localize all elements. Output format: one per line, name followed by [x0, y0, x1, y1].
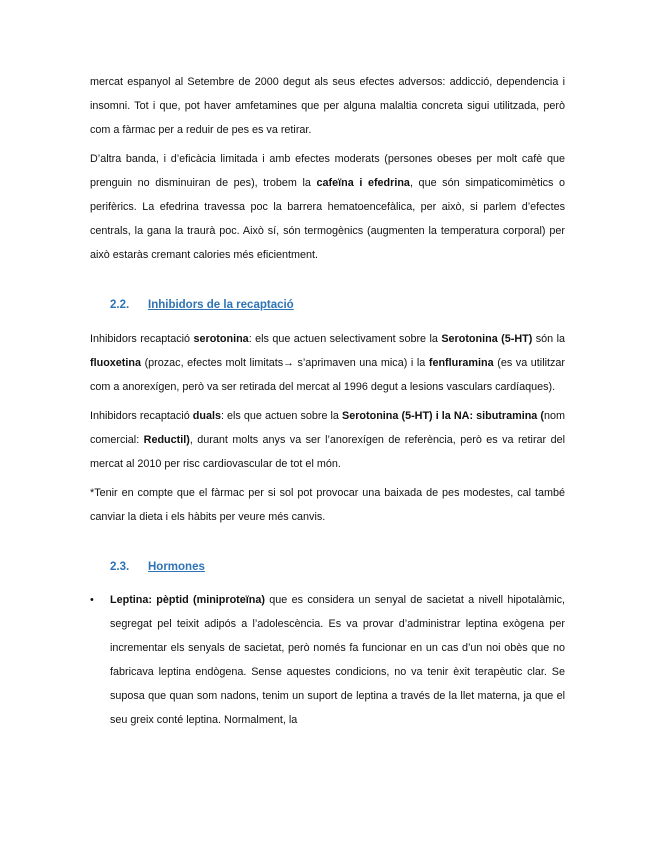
paragraph-caffeine-ephedrine: [90, 147, 565, 267]
bold-term: serotonina: [193, 332, 249, 345]
bold-term-caffeine-ephedrine: cafeïna i efedrina: [316, 177, 410, 189]
bold-term: Serotonina (5-HT): [441, 332, 533, 345]
text-run: Inhibidors recaptació: [90, 332, 194, 345]
text-run: , que són simpaticomimètics o perifèrics. La efedrina travessa poc la barrera hematoencefàlica, per això, si parlem d’efectes centrals, la gana la traurà poc. Això sí, són termogènics (augmenten la temperatura corporal) per això estaràs cremant calories més eficientment.: [90, 177, 565, 261]
text-run: (es va utilitzar com a anorexígen, però va ser retirada del mercat al 1996 degut a lesions vasculars cardíaques).: [90, 356, 565, 393]
bold-term: fenfluramina: [428, 356, 494, 369]
text-run: D’altra banda, i d’eficàcia limitada i amb efectes moderats (persones obeses per molt cafè que prenguin no disminuiran de pes), trobem la: [90, 153, 565, 189]
text-run: , durant molts anys va ser l’anorexígen de referència, però es va retirar del mercat al 2010 per risc cardiovascular de tot el món.: [90, 433, 565, 470]
bold-term: duals: [192, 409, 221, 422]
section-title: Inhibidors de la recaptació: [148, 299, 294, 311]
section-heading-hormones: [110, 555, 565, 579]
paragraph-note: *Tenir en compte que el fàrmac per si sol pot provocar una baixada de pes modestes, cal també canviar la dieta i els hàbits per veure més canvis.: [90, 486, 565, 523]
paragraph-amphetamines: mercat espanyol al Setembre de 2000 degut als seus efectes adversos: addicció, dependencia i insomni. Tot i que, pot haver amfetamines que per alguna malaltia concreta sigui utilitzada, però com a fàrmac per a reduir de pes es va retirar.: [90, 76, 565, 136]
bullet-list-hormones: [90, 588, 565, 732]
bold-term-leptin: Leptina: pèptid (miniproteïna): [110, 594, 265, 607]
paragraph-serotonin-inhibitors: [90, 327, 565, 399]
section-number: 2.2.: [110, 299, 130, 311]
section-title: Hormones: [148, 560, 205, 573]
paragraph-dual-inhibitors: [90, 404, 565, 476]
section-heading-reuptake: [110, 293, 565, 317]
section-number: 2.3.: [110, 560, 130, 573]
bold-term: Reductil): [143, 433, 190, 446]
bold-term: fluoxetina: [90, 356, 141, 369]
text-run: : els que actuen selectivament sobre la: [248, 332, 442, 345]
text-run: són la: [532, 332, 565, 345]
bold-term: Serotonina (5-HT) i la NA: sibutramina (: [342, 409, 544, 422]
text-run: : els que actuen sobre la: [220, 409, 343, 422]
text-run: nom comercial:: [90, 409, 565, 446]
text-run: Inhibidors recaptació: [90, 409, 193, 422]
text-run: que es considera un senyal de sacietat a nivell hipotalàmic, segregat pel teixit adipós a l’adolescència. Es va provar d’administrar leptina exògena per incrementar els senyals de sacietat, però només fa funcionar en un cas d’un noi obès que no fabricava leptina endògena. Sense aquestes condicions, no va tenir èxit terapèutic clar. Se suposa que quan som nadons, tenim un suport de leptina a través de la llet materna, ja que el seu greix conté leptina. Normalment, la: [110, 594, 565, 727]
text-run: (prozac, efectes molt limitats→ s’aprimaven una mica) i la: [141, 356, 429, 369]
list-item-leptin: [90, 588, 565, 732]
